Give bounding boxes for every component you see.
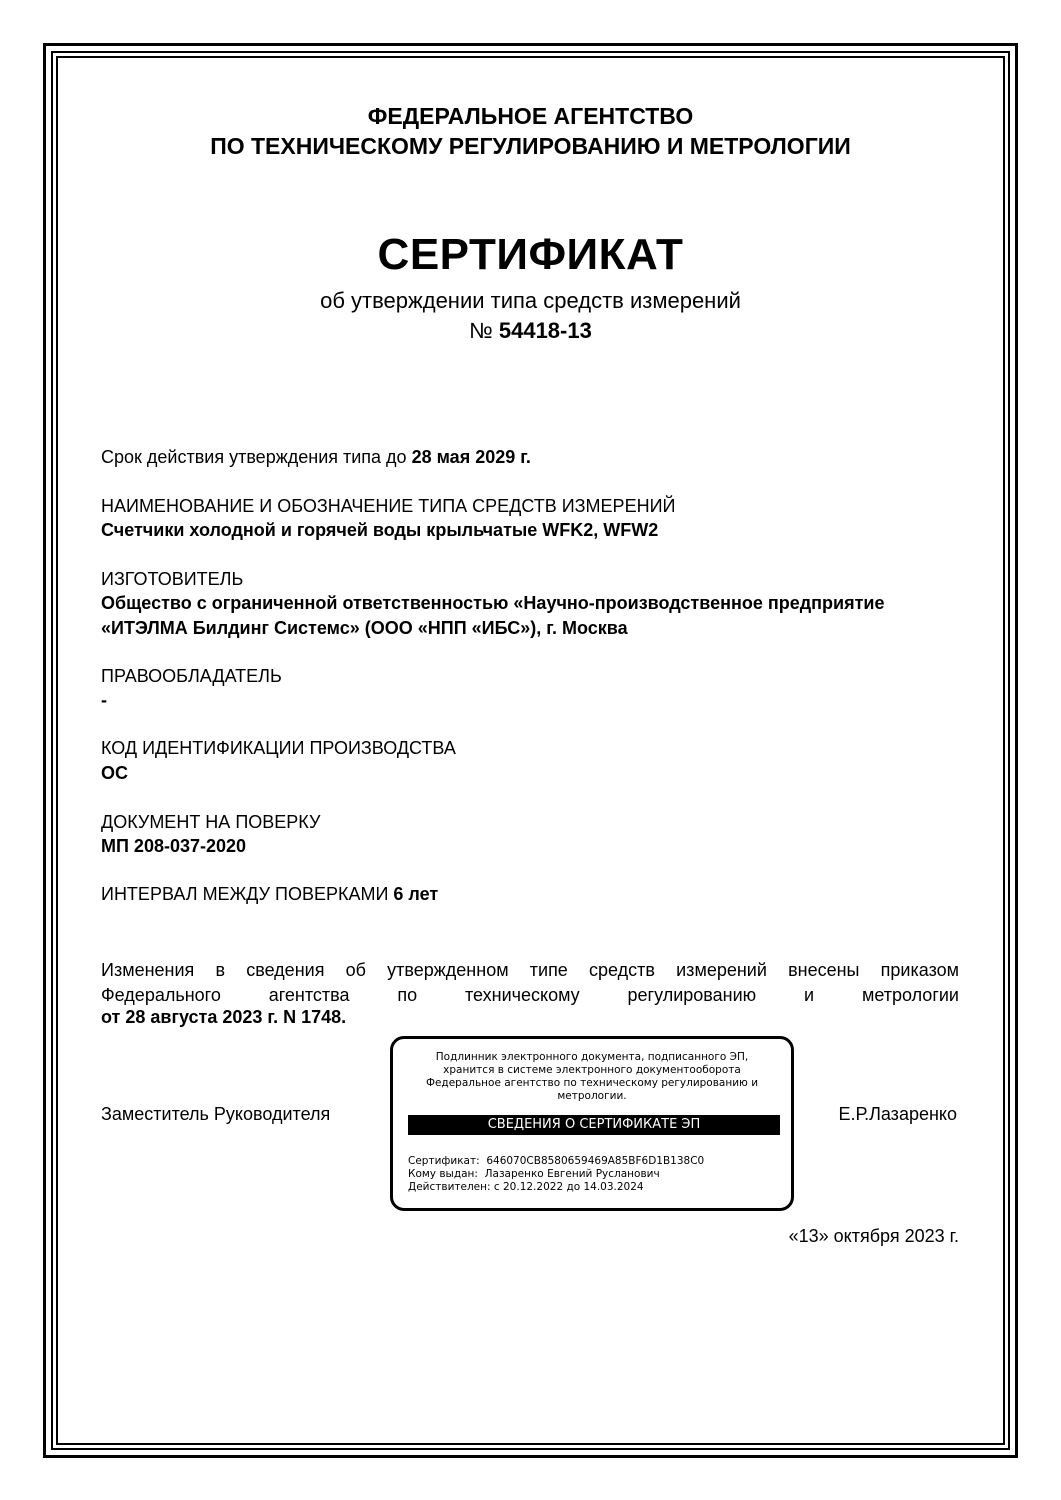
stamp-cert-label: Сертификат: [408,1155,480,1167]
electronic-signature-stamp [390,1036,794,1211]
stamp-valid-row [408,1181,704,1194]
interval-line [101,884,438,905]
changes-line-3: от 28 августа 2023 г. N 1748. [101,1007,347,1027]
stamp-cert-row [408,1155,704,1168]
stamp-issued-label: Кому выдан: [408,1168,478,1180]
stamp-details [408,1155,704,1194]
stamp-cert-value: 646070CB8580659469A85BF6D1B138C0 [486,1155,705,1167]
holder-value: - [101,690,107,710]
type-label: НАИМЕНОВАНИЕ И ОБОЗНАЧЕНИЕ ТИПА СРЕДСТВ ИЗМЕРЕНИЙ [101,496,676,516]
validity-line [101,447,531,468]
certificate-number [0,318,1061,344]
production-code-value: ОС [101,763,128,783]
number-value: 54418-13 [498,318,592,343]
changes-line-1: Изменения в сведения об утвержденном типе средств измерений внесены приказом [101,960,959,980]
validity-value: 28 мая 2029 г. [411,447,531,467]
manufacturer-line-2: «ИТЭЛМА Билдинг Системс» (ООО «НПП «ИБС»), г. Москва [101,618,628,638]
stamp-notice-line-2: хранится в системе электронного документооборота [443,1064,741,1076]
changes-line-2: Федерального агентства по техническому регулированию и метрологии [101,985,959,1005]
validity-label: Срок действия утверждения типа до [101,447,412,467]
agency-line-1: ФЕДЕРАЛЬНОЕ АГЕНТСТВО [367,103,694,129]
stamp-notice [423,1051,761,1103]
holder-label: ПРАВООБЛАДАТЕЛЬ [101,666,282,686]
verification-doc-label: ДОКУМЕНТ НА ПОВЕРКУ [101,812,321,832]
stamp-notice-line-3: Федеральное агентство по техническому регулированию и [425,1077,759,1089]
production-code-label: КОД ИДЕНТИФИКАЦИИ ПРОИЗВОДСТВА [101,738,456,758]
interval-value: 6 лет [393,884,439,904]
type-value: Счетчики холодной и горячей воды крыльчатые WFK2, WFW2 [101,520,659,540]
signer-role: Заместитель Руководителя [101,1104,331,1124]
manufacturer-label: ИЗГОТОВИТЕЛЬ [101,569,244,589]
stamp-valid-value: с 20.12.2022 до 14.03.2024 [493,1181,644,1193]
verification-doc-value: МП 208-037-2020 [101,836,247,856]
certificate-title: СЕРТИФИКАТ [377,230,684,279]
stamp-issued-value: Лазаренко Евгений Русланович [484,1168,660,1180]
stamp-issued-row [408,1168,704,1181]
manufacturer-line-1: Общество с ограниченной ответственностью «Научно-производственное предприятие [101,593,885,613]
number-prefix: № [469,318,499,343]
interval-label: ИНТЕРВАЛ МЕЖДУ ПОВЕРКАМИ [101,884,394,904]
stamp-valid-label: Действителен: [408,1181,491,1193]
certificate-subtitle: об утверждении типа средств измерений [320,288,741,313]
agency-heading [0,101,1061,161]
stamp-header-bar: СВЕДЕНИЯ О СЕРТИФИКАТЕ ЭП [408,1115,780,1135]
stamp-notice-line-1: Подлинник электронного документа, подписанного ЭП, [435,1051,749,1063]
document-date: «13» октября 2023 г. [788,1226,959,1246]
signer-name: Е.Р.Лазаренко [838,1104,957,1124]
agency-line-2: ПО ТЕХНИЧЕСКОМУ РЕГУЛИРОВАНИЮ И МЕТРОЛОГИИ [210,133,851,159]
stamp-notice-line-4: метрологии. [557,1090,627,1102]
